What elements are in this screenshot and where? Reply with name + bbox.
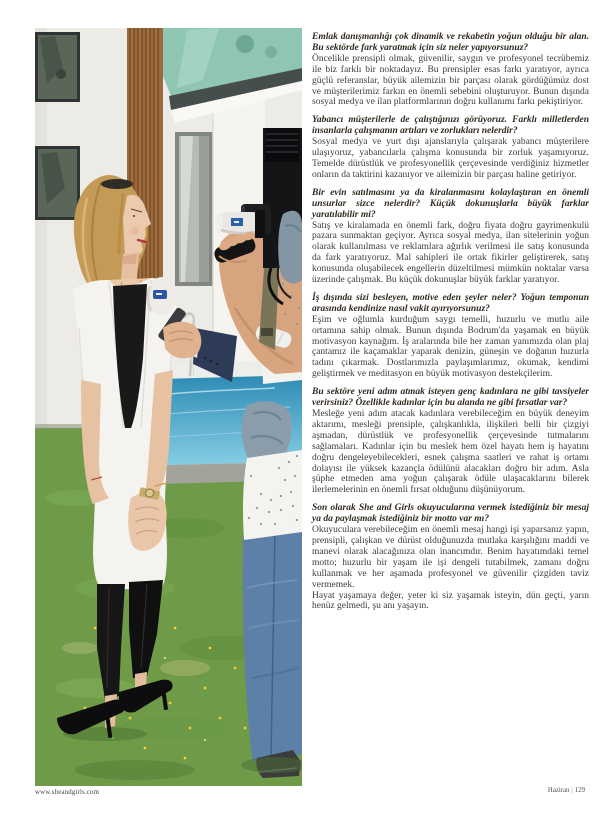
qa-block bbox=[312, 503, 589, 612]
question: Bir evin satılmasını ya da kiralanmasını kolaylaştıran en önemli unsurlar sizce nelerdir? Küçük dokunuşlarla büyük farklar yaratılabilir mi? bbox=[312, 187, 589, 220]
question: Emlak danışmanlığı çok dinamik ve rekabetin yoğun olduğu bir alan. Bu sektörde fark yaratmak için siz neler yapıyorsunuz? bbox=[312, 32, 589, 53]
question: Bu sektöre yeni adım atmak isteyen genç kadınlara ne gibi tavsiyeler verirsiniz? Özellikle kadınlar için bu alanda ne gibi fırsatlar var? bbox=[312, 387, 589, 409]
footer-page-number: 129 bbox=[574, 787, 585, 794]
footer-site-url: www.sheandgirls.com bbox=[35, 789, 100, 796]
qa-block bbox=[312, 188, 589, 286]
closing-motto: Hayat yaşamaya değer, yeter ki siz yaşamak isteyin, dün geçti, yarın henüz gelmedi, şu anı yaşayın. bbox=[312, 590, 589, 612]
qa-block bbox=[312, 293, 589, 380]
qa-block bbox=[312, 32, 589, 108]
footer-separator: | bbox=[571, 787, 573, 794]
answer: Okuyuculara verebileceğim en önemli mesaj hangi işi yaparsanız yapın, prensipli, çalışkan ve dürüst olduğunuzda mutlaka karşılığını maddi ve manevi olarak alacağınıza olan inancımdır. Benim hayatımdaki temel motto; huzurlu bir yaşam ile işi dengeli tutabilmek, zamanı doğru kullanmak ve her aşamada profesyonel ve güvenilir çizgiden taviz vermemek. bbox=[312, 525, 589, 590]
question: Yabancı müşterilerle de çalıştığınızı görüyoruz. Farklı milletlerden insanlarla çalışmanın artıları ve zorlukları nelerdir? bbox=[312, 115, 589, 137]
answer: Satış ve kiralamada en önemli fark, doğru fiyata doğru gayrimenkulü pazara sunmaktan geçiyor. Ayrıca sosyal medya, ilan sitelerinin yoğun olarak kullanılması ve reklamlara ağırlık verilmesi ile satış konusunda da fark yaratıyoruz. Mal sahipleri ile ortak fikirler geliştirerek, satış konusunda oluşabilecek engellerin düzeltilmesi mümkün noktalar varsa üzerinde çalışmak. Bu küçük dokunuşlar büyük farklar yaratıyor. bbox=[312, 220, 589, 286]
question: Son olarak She and Girls okuyucularına vermek istediğiniz bir mesaj ya da paylaşmak istediğiniz bir motto var mı? bbox=[312, 503, 589, 525]
qa-block bbox=[312, 387, 589, 496]
polka-dot-shirt bbox=[243, 450, 302, 540]
footer-month: Haziran bbox=[547, 787, 570, 794]
answer: Sosyal medya ve yurt dışı ajanslarıyla çalışarak yabancı müşterilere ulaşıyoruz, yabancılarla çalışma konusunda bir zorluk yaşamıyoruz. Temelde dürüstlük ve profesyonellik çerçevesinde verdiğiniz hizmetler onların da taktirini kazanıyor ve ailemizin bir parçası haline getiriyor. bbox=[312, 137, 589, 180]
qa-block bbox=[312, 115, 589, 180]
answer: Mesleğe yeni adım atacak kadınlara verebileceğim en büyük deneyim aktarımı, mesleği prensiple, çalışkanlıkla, ilişkileri belli bir çizgiyi aşmadan, dürüstlük ve profesyonellik çerçevesinde tutmalarını sağlamaları. Kadınlar için bu meslek hem özel hayatı hem iş hayatını doğru dengeleyebilecekleri, esnek çalışma saatleri ve rahat iş ortamı dolayısı ile yüksek kazançla ödülünü alacakları doğru bir adım. Asla şüphe etmeden ama yoğun çalışarak ödüle ulaşacaklarını bilerek ilerlemelerinin en önemli fırsat olduğunu düşünüyorum. bbox=[312, 409, 589, 496]
question: İş dışında sizi besleyen, motive eden şeyler neler? Yoğun temponun arasında kendinize nasıl vakit ayırıyorsunuz? bbox=[312, 292, 589, 314]
footer-page-info bbox=[548, 787, 585, 794]
sunglasses bbox=[101, 179, 133, 189]
interview-photo bbox=[35, 28, 302, 786]
interview-photo-illustration bbox=[35, 28, 302, 786]
answer: Eşim ve oğlumla kurduğum saygı temelli, huzurlu ve mutlu aile ortamına sahip olmak. Bunun dışında Bodrum'da yaşamak en büyük motivasyon kaynağım. İş aralarında bile her zaman yanımızda olan plaj çantamız ile kaçamaklar yaparak denizin, güneşin ve doğanın huzurla tadını çıkarmak. Dostlarımızla paylaşımlarımız, okumak, kendimi geliştirmek ve meditasyon en büyük motivasyon destekçilerim. bbox=[312, 314, 589, 380]
article-text-column bbox=[312, 32, 589, 619]
answer: Öncelikle prensipli olmak, güvenilir, saygın ve profesyonel tecrübemiz ile biz farklı bir noktadayız. Bu prensipler esas farkı yaratıyor, ayrıca güçlü referanslar, büyük ailemizin bir parçası olarak gördüğümüz dost ve müşterilerimiz farkın en önemli sebebini oluşturuyor. Bunun dışında sosyal medya ve ilan platformlarının doğru kullanımı farkı pekiştiriyor. bbox=[312, 53, 589, 108]
